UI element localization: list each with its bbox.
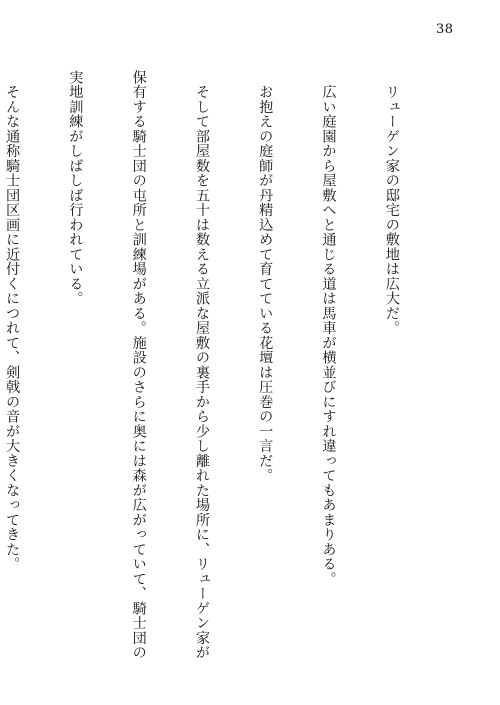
text-line: 保有する騎士団の屯所と訓練場がある。施設のさらに奥には森が広がっていて、騎士団の [130,70,147,660]
page-number: 38 [436,22,454,37]
text-line: リューゲン家の邸宅の敷地は広大だ。 [383,70,400,336]
text-line: 広い庭園から屋敷へと通じる道は馬車が横並びにすれ違ってもあまりある。 [320,70,337,587]
text-line: そんな通称騎士団区画に近付くにつれて、剣戟の音が大きくなってきた。 [4,70,21,572]
body-text [0,70,444,660]
text-line: そして部屋数を五十は数える立派な屋敷の裏手から少し離れた場所に、リューゲン家が [193,70,210,660]
text-line: 実地訓練がしばしば行われている。 [67,70,84,306]
text-line: お抱えの庭師が丹精込めて育てている花壇は圧巻の一言だ。 [257,70,274,483]
